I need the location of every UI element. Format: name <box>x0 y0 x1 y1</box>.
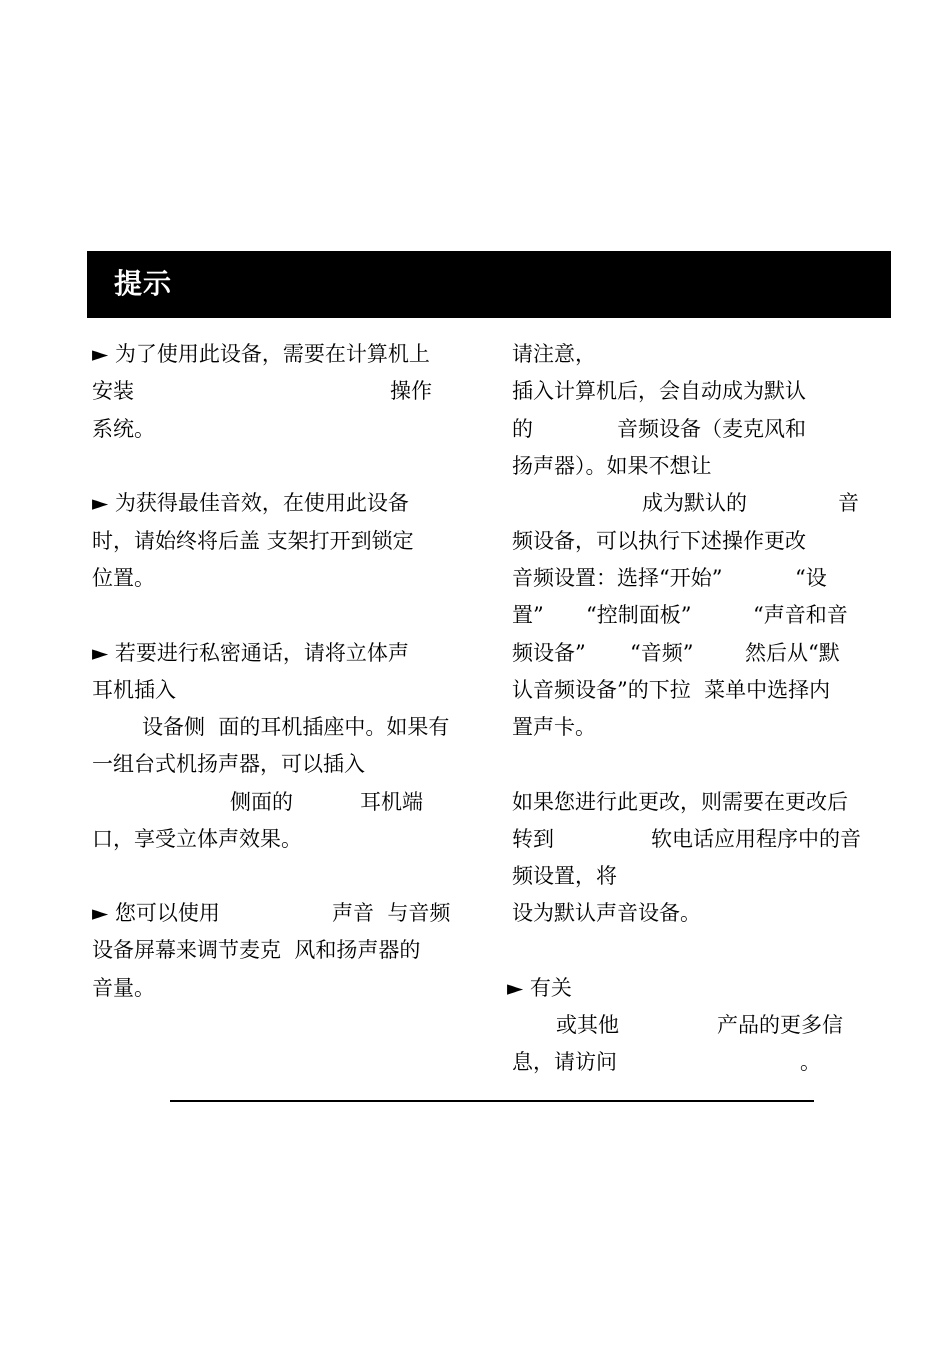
left-line: 设备侧 面的耳机插座中。如果有 <box>142 715 450 739</box>
right-line: “声音和音 <box>753 603 848 627</box>
left-line: 位置。 <box>92 566 155 590</box>
left-line: ► 为获得最佳音效，在使用此设备 <box>92 491 409 515</box>
left-line: 一组台式机扬声器，可以插入 <box>92 752 365 776</box>
right-line: “设 <box>795 566 827 590</box>
left-line: ► 若要进行私密通话，请将立体声 <box>92 641 409 665</box>
right-line: 如果您进行此更改，则需要在更改后 <box>512 790 848 814</box>
left-line: 系统。 <box>92 417 155 441</box>
left-line: 侧面的 <box>230 790 293 814</box>
right-line: 插入计算机后，会自动成为默认 <box>512 379 806 403</box>
right-line: 的 <box>512 417 533 441</box>
right-line: 设为默认声音设备。 <box>512 901 701 925</box>
right-line: ► 有关 <box>507 976 572 1000</box>
right-line: 音频设置：选择“开始” <box>512 566 723 590</box>
section-header-bar <box>87 251 891 318</box>
right-line: “控制面板” <box>586 603 692 627</box>
right-line: 或其他 <box>556 1013 619 1037</box>
footer-divider <box>170 1100 814 1102</box>
right-line: 音 <box>838 491 859 515</box>
right-line: 频设置，将 <box>512 864 617 888</box>
left-line: 声音 与音频 <box>332 901 451 925</box>
right-line: 转到 <box>512 827 554 851</box>
left-line: 耳机端 <box>360 790 423 814</box>
right-line: 。 <box>800 1050 821 1074</box>
right-line: 软电话应用程序中的音 <box>651 827 861 851</box>
left-line: 设备屏幕来调节麦克 风和扬声器的 <box>92 938 421 962</box>
right-line: 扬声器）。如果不想让 <box>512 454 712 478</box>
left-line: 口，享受立体声效果。 <box>92 827 302 851</box>
right-line: 请注意， <box>512 342 596 366</box>
right-line: 音频设备（麦克风和 <box>617 417 806 441</box>
left-line: 耳机插入 <box>92 678 176 702</box>
left-line: 时，请始终将后盖 支架打开到锁定 <box>92 529 414 553</box>
right-line: 置” <box>512 603 544 627</box>
left-line: 安装 <box>92 379 134 403</box>
left-line: ► 您可以使用 <box>92 901 220 925</box>
right-line: 然后从“默 <box>745 641 840 665</box>
right-line: 频设备” <box>512 641 586 665</box>
right-line: 置声卡。 <box>512 715 596 739</box>
section-title: 提示 <box>114 267 173 300</box>
left-line: ► 为了使用此设备，需要在计算机上 <box>92 342 430 366</box>
right-line: 产品的更多信 <box>717 1013 843 1037</box>
right-line: “音频” <box>630 641 694 665</box>
right-line: 成为默认的 <box>642 491 747 515</box>
right-line: 认音频设备”的下拉 菜单中选择内 <box>512 678 831 702</box>
left-line: 音量。 <box>92 976 155 1000</box>
left-line: 操作 <box>390 379 432 403</box>
right-line: 息，请访问 <box>512 1050 617 1074</box>
right-line: 频设备，可以执行下述操作更改 <box>512 529 806 553</box>
